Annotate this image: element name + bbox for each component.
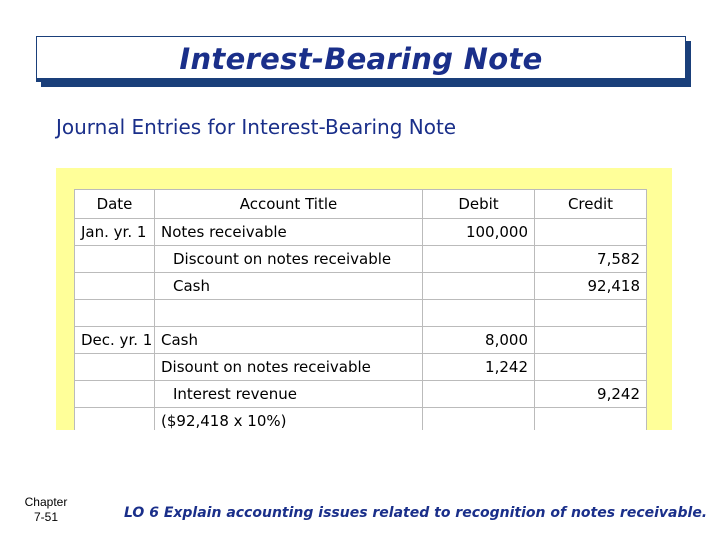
title-banner bbox=[36, 36, 686, 82]
cell-date: Jan. yr. 1 bbox=[75, 219, 155, 246]
slide-subtitle: Journal Entries for Interest-Bearing Note bbox=[56, 115, 457, 139]
journal-table bbox=[74, 189, 647, 430]
table-row bbox=[75, 408, 647, 431]
cell-credit bbox=[535, 219, 647, 246]
cell-account: Disount on notes receivable bbox=[155, 354, 423, 381]
journal-panel bbox=[56, 168, 672, 430]
header-debit: Debit bbox=[423, 190, 535, 219]
cell-debit: 1,242 bbox=[423, 354, 535, 381]
slide-title: Interest-Bearing Note bbox=[179, 42, 543, 76]
cell-credit: 7,582 bbox=[535, 246, 647, 273]
cell-debit bbox=[423, 300, 535, 327]
cell-credit: 9,242 bbox=[535, 381, 647, 408]
chapter-reference bbox=[14, 495, 78, 525]
chapter-label: Chapter bbox=[24, 495, 68, 509]
cell-debit bbox=[423, 273, 535, 300]
cell-account bbox=[155, 300, 423, 327]
header-account-title: Account Title bbox=[155, 190, 423, 219]
table-row bbox=[75, 327, 647, 354]
cell-account: Notes receivable bbox=[155, 219, 423, 246]
cell-date: Dec. yr. 1 bbox=[75, 327, 155, 354]
cell-credit bbox=[535, 327, 647, 354]
cell-debit bbox=[423, 246, 535, 273]
cell-date bbox=[75, 381, 155, 408]
cell-date bbox=[75, 300, 155, 327]
title-underline bbox=[37, 78, 685, 81]
cell-credit bbox=[535, 354, 647, 381]
cell-credit: 92,418 bbox=[535, 273, 647, 300]
header-date: Date bbox=[75, 190, 155, 219]
cell-date bbox=[75, 354, 155, 381]
cell-debit: 100,000 bbox=[423, 219, 535, 246]
cell-date bbox=[75, 246, 155, 273]
table-row bbox=[75, 273, 647, 300]
table-header-row bbox=[75, 190, 647, 219]
cell-account: ($92,418 x 10%) bbox=[155, 408, 423, 431]
cell-credit bbox=[535, 408, 647, 431]
cell-credit bbox=[535, 300, 647, 327]
table-row bbox=[75, 246, 647, 273]
cell-debit: 8,000 bbox=[423, 327, 535, 354]
table-row bbox=[75, 354, 647, 381]
cell-debit bbox=[423, 408, 535, 431]
table-row bbox=[75, 381, 647, 408]
table-row bbox=[75, 300, 647, 327]
cell-date bbox=[75, 273, 155, 300]
cell-date bbox=[75, 408, 155, 431]
table-row bbox=[75, 219, 647, 246]
cell-account: Interest revenue bbox=[155, 381, 423, 408]
cell-account: Cash bbox=[155, 273, 423, 300]
cell-account: Cash bbox=[155, 327, 423, 354]
header-credit: Credit bbox=[535, 190, 647, 219]
cell-account: Discount on notes receivable bbox=[155, 246, 423, 273]
cell-debit bbox=[423, 381, 535, 408]
learning-objective: LO 6 Explain accounting issues related to recognition of notes receivable. bbox=[124, 505, 708, 521]
chapter-number: 7-51 bbox=[33, 510, 59, 524]
